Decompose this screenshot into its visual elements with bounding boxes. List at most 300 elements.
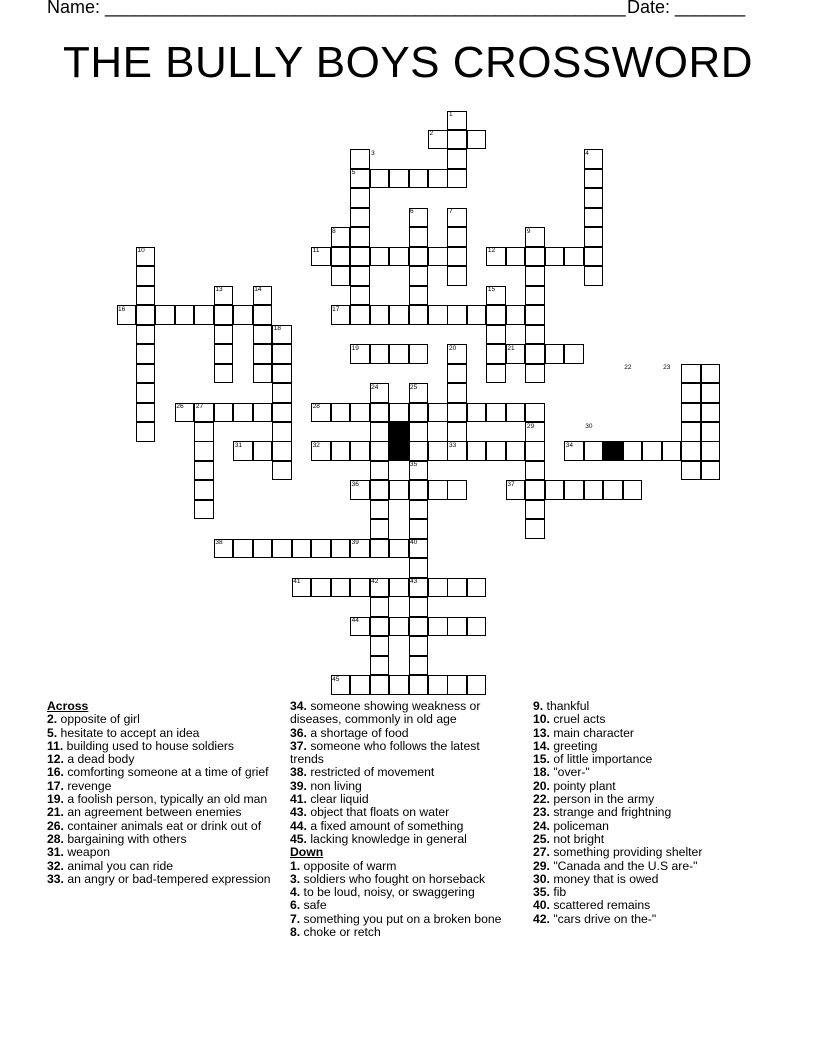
grid-cell[interactable] [253, 325, 273, 345]
clue-item-number: 45. [290, 831, 307, 846]
grid-cell[interactable] [681, 403, 701, 423]
grid-cell[interactable] [331, 441, 351, 461]
grid-cell[interactable] [447, 305, 467, 325]
clue-item [47, 753, 272, 766]
grid-cell[interactable] [233, 539, 253, 559]
grid-cell[interactable] [701, 461, 721, 481]
clue-item [533, 886, 758, 899]
grid-cell[interactable] [272, 441, 292, 461]
grid-cell[interactable] [525, 500, 545, 520]
clue-item-text: object that floats on water [306, 805, 450, 820]
grid-cell[interactable] [370, 519, 390, 539]
date-field-label[interactable]: Date: _______ [627, 0, 746, 17]
grid-cell[interactable] [272, 383, 292, 403]
grid-cell[interactable] [233, 403, 253, 423]
clue-number: 33 [448, 441, 457, 449]
grid-cell[interactable] [409, 247, 429, 267]
clue-item-text: cruel acts [549, 712, 606, 727]
grid-cell[interactable] [525, 344, 545, 364]
grid-cell[interactable] [214, 403, 234, 423]
grid-cell[interactable] [525, 305, 545, 325]
grid-cell[interactable] [681, 441, 701, 461]
clue-item [47, 833, 272, 846]
clue-number: 32 [312, 441, 320, 449]
grid-cell[interactable] [331, 403, 351, 423]
grid-cell[interactable] [350, 403, 370, 423]
grid-cell[interactable] [136, 266, 156, 286]
grid-cell[interactable] [564, 480, 584, 500]
clue-section-heading: Across [47, 699, 89, 713]
grid-cell[interactable] [701, 364, 721, 384]
clue-number: 15 [487, 286, 496, 294]
grid-cell[interactable] [409, 403, 429, 423]
clue-number: 45 [332, 675, 340, 683]
clue-item-text: an agreement between enemies [63, 805, 242, 820]
grid-cell[interactable] [136, 403, 156, 423]
grid-block [389, 441, 409, 461]
clue-item [533, 860, 758, 873]
clue-number: 29 [526, 422, 535, 430]
grid-cell[interactable] [370, 539, 390, 559]
grid-cell[interactable] [409, 266, 429, 286]
clue-item-number: 14. [533, 738, 550, 753]
grid-cell[interactable] [506, 403, 526, 423]
grid-cell[interactable] [428, 247, 448, 267]
grid-cell[interactable] [350, 441, 370, 461]
clue-item-number: 3. [290, 871, 301, 886]
grid-cell[interactable] [370, 500, 390, 520]
clue-item-text: bargaining with others [63, 831, 187, 846]
clue-number: 6 [410, 208, 414, 216]
grid-cell[interactable] [409, 344, 429, 364]
grid-cell[interactable] [194, 422, 214, 442]
grid-cell[interactable] [136, 364, 156, 384]
grid-cell[interactable] [136, 325, 156, 345]
grid-cell[interactable] [272, 422, 292, 442]
grid-cell[interactable] [447, 617, 467, 637]
clue-number: 21 [507, 344, 515, 352]
grid-cell[interactable] [370, 247, 390, 267]
grid-cell[interactable] [409, 480, 429, 500]
grid-cell[interactable] [506, 305, 526, 325]
grid-cell[interactable] [214, 364, 234, 384]
clue-number: 3 [371, 149, 375, 157]
grid-cell[interactable] [447, 247, 467, 267]
clue-number: 28 [312, 403, 320, 411]
clue-number: 9 [526, 227, 531, 235]
clue-number: 24 [371, 383, 379, 391]
grid-cell[interactable] [584, 480, 604, 500]
grid-cell[interactable] [350, 149, 370, 169]
clue-number: 27 [195, 403, 204, 411]
grid-cell[interactable] [467, 305, 487, 325]
clue-item-number: 16. [47, 765, 64, 780]
grid-cell[interactable] [389, 403, 409, 423]
grid-cell[interactable] [194, 461, 214, 481]
clue-item [290, 820, 515, 833]
clue-item-text: thankful [543, 699, 590, 713]
grid-cell[interactable] [409, 500, 429, 520]
grid-cell[interactable] [603, 480, 623, 500]
grid-cell[interactable] [447, 169, 467, 189]
grid-cell[interactable] [486, 364, 506, 384]
clue-item [290, 740, 515, 767]
grid-cell[interactable] [486, 305, 506, 325]
grid-cell[interactable] [350, 227, 370, 247]
clue-item-text: comforting someone at a time of grief [63, 765, 269, 780]
grid-cell[interactable] [389, 344, 409, 364]
clue-number: 42 [371, 578, 379, 586]
grid-cell[interactable] [428, 617, 448, 637]
grid-cell[interactable] [370, 597, 390, 617]
grid-cell[interactable] [370, 480, 390, 500]
clue-item-number: 23. [533, 805, 550, 820]
grid-cell[interactable] [525, 325, 545, 345]
clue-item-text: to be loud, noisy, or swaggering [300, 885, 475, 900]
grid-cell[interactable] [525, 266, 545, 286]
clue-item-number: 2. [47, 712, 58, 727]
clue-item-text: someone who follows the latest trends [290, 738, 480, 767]
clue-number: 7 [448, 208, 453, 216]
grid-cell[interactable] [584, 441, 604, 461]
grid-cell[interactable] [370, 422, 390, 442]
clue-item [47, 780, 272, 793]
grid-cell[interactable] [350, 286, 370, 306]
grid-cell[interactable] [409, 656, 429, 676]
clue-item-number: 4. [290, 885, 301, 900]
clue-number: 13 [215, 286, 223, 294]
clue-item [533, 740, 758, 753]
grid-cell[interactable] [447, 383, 467, 403]
grid-cell[interactable] [428, 169, 448, 189]
grid-cell[interactable] [370, 441, 390, 461]
grid-cell[interactable] [370, 656, 390, 676]
grid-cell[interactable] [681, 383, 701, 403]
grid-cell[interactable] [233, 305, 253, 325]
grid-cell[interactable] [447, 364, 467, 384]
grid-cell[interactable] [194, 500, 214, 520]
clue-item-text: strange and frightning [549, 805, 672, 820]
grid-cell[interactable] [564, 247, 584, 267]
grid-cell[interactable] [155, 305, 175, 325]
grid-cell[interactable] [409, 597, 429, 617]
grid-cell[interactable] [681, 461, 701, 481]
grid-cell[interactable] [409, 675, 429, 695]
clue-item [533, 820, 758, 833]
grid-cell[interactable] [350, 266, 370, 286]
clue-item-text: someone showing weakness or diseases, commonly in old age [290, 699, 481, 727]
grid-cell[interactable] [564, 344, 584, 364]
clue-number: 30 [585, 422, 593, 430]
clue-item [533, 806, 758, 819]
clue-item-text: opposite of girl [57, 712, 140, 727]
grid-cell[interactable] [272, 364, 292, 384]
grid-cell[interactable] [409, 305, 429, 325]
grid-cell[interactable] [525, 403, 545, 423]
clue-item-text: main character [549, 725, 634, 740]
grid-cell[interactable] [389, 247, 409, 267]
grid-cell[interactable] [331, 266, 351, 286]
grid-cell[interactable] [584, 227, 604, 247]
grid-cell[interactable] [525, 441, 545, 461]
clue-item-text: revenge [63, 778, 112, 793]
grid-cell[interactable] [447, 266, 467, 286]
clue-item-number: 1. [290, 858, 301, 873]
grid-cell[interactable] [486, 344, 506, 364]
grid-cell[interactable] [253, 364, 273, 384]
grid-cell[interactable] [409, 441, 429, 461]
clue-item-number: 41. [290, 792, 307, 807]
grid-cell[interactable] [467, 130, 487, 150]
grid-cell[interactable] [428, 480, 448, 500]
grid-cell[interactable] [136, 305, 156, 325]
grid-cell[interactable] [486, 441, 506, 461]
grid-cell[interactable] [623, 480, 643, 500]
grid-cell[interactable] [409, 227, 429, 247]
grid-cell[interactable] [447, 480, 467, 500]
grid-cell[interactable] [409, 169, 429, 189]
clue-item [290, 727, 515, 740]
grid-cell[interactable] [253, 344, 273, 364]
clue-item-text: safe [300, 898, 327, 913]
clue-item [290, 873, 515, 886]
grid-cell[interactable] [311, 539, 331, 559]
clue-item [533, 780, 758, 793]
grid-cell[interactable] [214, 325, 234, 345]
clue-item [533, 793, 758, 806]
grid-cell[interactable] [370, 305, 390, 325]
grid-cell[interactable] [370, 169, 390, 189]
page-title: THE BULLY BOYS CROSSWORD [62, 38, 754, 87]
clue-item-number: 5. [47, 725, 58, 740]
grid-cell[interactable] [409, 636, 429, 656]
grid-cell[interactable] [701, 403, 721, 423]
grid-cell[interactable] [701, 422, 721, 442]
grid-cell[interactable] [467, 675, 487, 695]
grid-cell[interactable] [175, 305, 195, 325]
grid-cell[interactable] [350, 675, 370, 695]
clue-item [533, 913, 758, 926]
grid-cell[interactable] [506, 441, 526, 461]
grid-cell[interactable] [370, 461, 390, 481]
clue-item-number: 32. [47, 858, 64, 873]
grid-cell[interactable] [447, 149, 467, 169]
clue-number: 43 [410, 578, 418, 586]
grid-cell[interactable] [447, 130, 467, 150]
clue-item-text: "over-" [549, 765, 590, 780]
clue-item-number: 30. [533, 871, 550, 886]
grid-cell[interactable] [389, 675, 409, 695]
grid-cell[interactable] [467, 578, 487, 598]
grid-cell[interactable] [701, 441, 721, 461]
grid-cell[interactable] [467, 403, 487, 423]
clue-item-number: 13. [533, 725, 550, 740]
grid-cell[interactable] [662, 441, 682, 461]
grid-cell[interactable] [350, 188, 370, 208]
grid-cell[interactable] [525, 519, 545, 539]
grid-cell[interactable] [350, 578, 370, 598]
grid-cell[interactable] [409, 519, 429, 539]
clue-item [290, 913, 515, 926]
name-field-label[interactable]: Name: ____________________________________________________ [47, 0, 626, 17]
grid-cell[interactable] [447, 422, 467, 442]
grid-cell[interactable] [428, 578, 448, 598]
grid-cell[interactable] [331, 539, 351, 559]
grid-cell[interactable] [486, 403, 506, 423]
grid-cell[interactable] [584, 266, 604, 286]
clue-item [47, 873, 272, 886]
grid-cell[interactable] [214, 344, 234, 364]
grid-cell[interactable] [525, 286, 545, 306]
grid-cell[interactable] [525, 247, 545, 267]
grid-cell[interactable] [389, 169, 409, 189]
grid-cell[interactable] [447, 403, 467, 423]
clue-number: 8 [332, 227, 336, 235]
grid-cell[interactable] [681, 422, 701, 442]
clue-number: 4 [585, 149, 589, 157]
clue-number: 44 [351, 617, 359, 625]
grid-cell[interactable] [525, 461, 545, 481]
grid-cell[interactable] [681, 364, 701, 384]
clue-number: 11 [312, 247, 320, 255]
grid-cell[interactable] [370, 675, 390, 695]
grid-cell[interactable] [701, 383, 721, 403]
grid-cell[interactable] [409, 422, 429, 442]
grid-cell[interactable] [136, 286, 156, 306]
grid-cell[interactable] [214, 305, 234, 325]
clue-number: 17 [332, 305, 340, 313]
grid-block [603, 441, 623, 461]
clue-number: 10 [137, 247, 145, 255]
grid-cell[interactable] [409, 286, 429, 306]
clue-item [533, 766, 758, 779]
clue-item [47, 740, 272, 753]
clue-number: 5 [351, 169, 356, 177]
grid-cell[interactable] [545, 480, 565, 500]
grid-cell[interactable] [389, 305, 409, 325]
grid-cell[interactable] [272, 539, 292, 559]
clue-item [290, 886, 515, 899]
grid-cell[interactable] [642, 441, 662, 461]
grid-cell[interactable] [525, 480, 545, 500]
grid-cell[interactable] [428, 675, 448, 695]
grid-cell[interactable] [467, 617, 487, 637]
clue-item-text: an angry or bad-tempered expression [63, 871, 271, 886]
grid-cell[interactable] [428, 441, 448, 461]
clue-item [47, 727, 272, 740]
clue-number: 25 [410, 383, 418, 391]
clue-item-text: a dead body [63, 752, 135, 767]
grid-cell[interactable] [584, 188, 604, 208]
clue-item-text: hesitate to accept an idea [57, 725, 200, 740]
grid-cell[interactable] [389, 617, 409, 637]
grid-cell[interactable] [272, 461, 292, 481]
grid-cell[interactable] [584, 208, 604, 228]
clue-number: 12 [487, 247, 496, 255]
grid-cell[interactable] [467, 441, 487, 461]
grid-cell[interactable] [409, 558, 429, 578]
grid-cell[interactable] [331, 247, 351, 267]
grid-cell[interactable] [292, 539, 312, 559]
grid-cell[interactable] [447, 675, 467, 695]
grid-cell[interactable] [370, 617, 390, 637]
grid-cell[interactable] [545, 344, 565, 364]
grid-cell[interactable] [447, 227, 467, 247]
grid-cell[interactable] [525, 364, 545, 384]
grid-cell[interactable] [623, 441, 643, 461]
grid-cell[interactable] [350, 247, 370, 267]
clue-item [47, 793, 272, 806]
grid-cell[interactable] [370, 403, 390, 423]
grid-cell[interactable] [272, 344, 292, 364]
grid-cell[interactable] [584, 169, 604, 189]
clue-item-number: 28. [47, 831, 64, 846]
grid-cell[interactable] [136, 344, 156, 364]
clue-item [47, 766, 272, 779]
grid-cell[interactable] [389, 539, 409, 559]
clue-number: 20 [448, 344, 457, 352]
grid-cell[interactable] [428, 305, 448, 325]
grid-cell[interactable] [370, 636, 390, 656]
grid-cell[interactable] [350, 305, 370, 325]
grid-cell[interactable] [350, 208, 370, 228]
clue-item-number: 44. [290, 818, 307, 833]
grid-cell[interactable] [194, 480, 214, 500]
clue-item-number: 27. [533, 845, 550, 860]
grid-cell[interactable] [506, 247, 526, 267]
clue-number: 35 [410, 461, 418, 469]
clue-item-text: "cars drive on the-" [549, 911, 657, 926]
clue-item-number: 11. [47, 738, 64, 753]
grid-cell[interactable] [253, 305, 273, 325]
grid-cell[interactable] [486, 325, 506, 345]
grid-cell[interactable] [272, 403, 292, 423]
clue-item-text: person in the army [549, 792, 655, 807]
grid-cell[interactable] [194, 305, 214, 325]
grid-cell[interactable] [545, 247, 565, 267]
clue-item-text: container animals eat or drink out of [63, 818, 262, 833]
clue-item-text: restricted of movement [306, 765, 435, 780]
clue-number: 36 [351, 480, 359, 488]
grid-cell[interactable] [136, 422, 156, 442]
clue-item [533, 727, 758, 740]
clue-number: 16 [118, 305, 126, 313]
clue-column-2 [290, 700, 515, 939]
grid-cell[interactable] [389, 480, 409, 500]
grid-cell[interactable] [194, 441, 214, 461]
grid-cell[interactable] [584, 247, 604, 267]
grid-cell[interactable] [136, 383, 156, 403]
clue-number: 40 [410, 539, 418, 547]
clue-item-text: a fixed amount of something [306, 818, 464, 833]
clue-item-text: policeman [549, 818, 609, 833]
grid-cell[interactable] [409, 617, 429, 637]
clue-item-number: 10. [533, 712, 550, 727]
grid-cell[interactable] [311, 578, 331, 598]
grid-cell[interactable] [253, 441, 273, 461]
clue-number: 41 [293, 578, 301, 586]
grid-cell[interactable] [447, 578, 467, 598]
grid-cell[interactable] [428, 403, 448, 423]
grid-cell[interactable] [253, 539, 273, 559]
grid-cell[interactable] [253, 403, 273, 423]
grid-cell[interactable] [389, 578, 409, 598]
clue-number: 18 [273, 325, 281, 333]
grid-cell[interactable] [331, 578, 351, 598]
grid-cell[interactable] [370, 344, 390, 364]
clue-number: 37 [507, 480, 515, 488]
clue-item-text: something providing shelter [549, 845, 703, 860]
